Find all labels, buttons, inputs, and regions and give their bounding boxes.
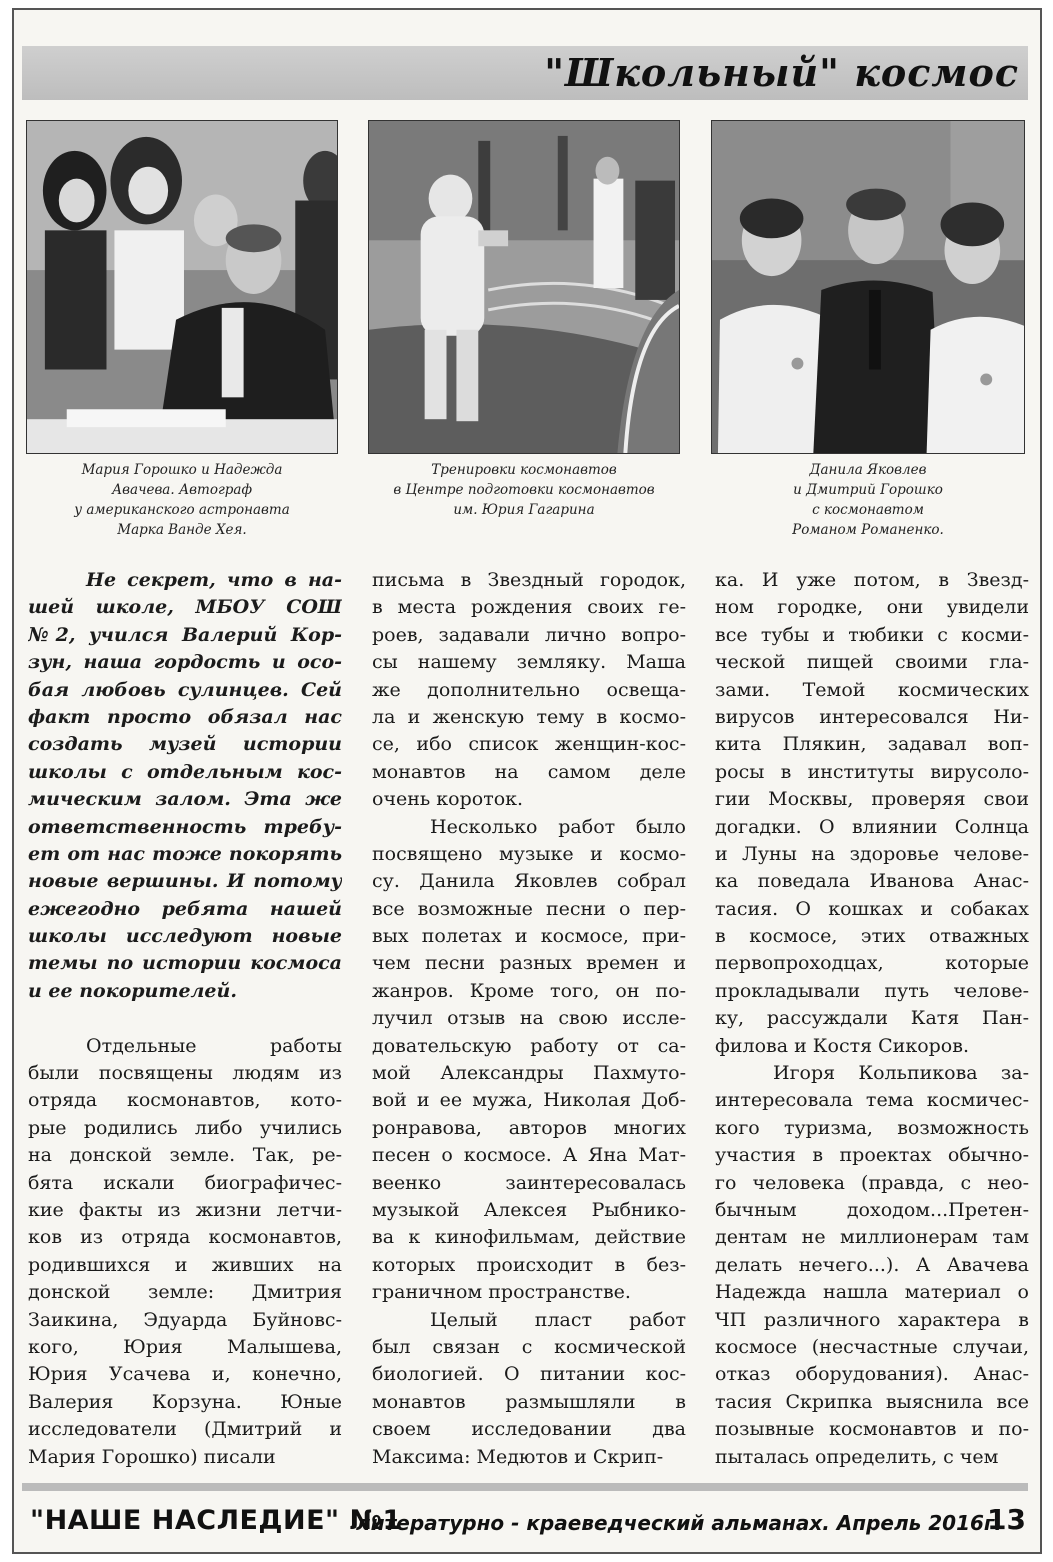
text-line: кие факты из жизни летчи- xyxy=(28,1198,342,1221)
caption-line: у американского астронавта xyxy=(74,502,290,518)
caption-line: Мария Горошко и Надежда xyxy=(81,462,283,478)
text-line: письма в Звездный городок, xyxy=(372,569,686,591)
text-line: кого, Юрия Малышева, xyxy=(28,1335,342,1358)
photo-training xyxy=(368,120,680,454)
footer-rule xyxy=(22,1483,1028,1491)
text-line: новые вершины. И потому xyxy=(28,870,342,893)
text-line: го человека (правда, с нео- xyxy=(715,1171,1029,1194)
article-paragraph xyxy=(715,1060,1029,1471)
text-line: все тубы и тюбики с косми- xyxy=(715,623,1029,646)
text-line: в космосе, этих отважных xyxy=(715,925,1029,948)
text-line: факт просто обязал нас xyxy=(28,705,342,728)
page-title: "Школьный" космос xyxy=(544,50,1019,95)
text-line: мой Александры Пахмуто- xyxy=(372,1062,686,1085)
text-line: посвящено музыке и космо- xyxy=(372,842,686,865)
text-line: Юрия Усачева и, конечно, xyxy=(28,1363,342,1386)
text-line: ронравова, авторов многих xyxy=(372,1116,686,1139)
text-line: создать музей истории xyxy=(28,733,342,756)
text-line: дентам не миллионерам там xyxy=(715,1226,1029,1249)
text-line: рые родились либо учились xyxy=(28,1116,342,1139)
text-line: пыталась определить, с чем xyxy=(715,1445,999,1468)
article-column-2 xyxy=(372,567,686,1471)
text-line: Мария Горошко) писали xyxy=(28,1445,276,1468)
text-line: чем песни разных времен и xyxy=(372,952,686,975)
text-line: Целый пласт работ xyxy=(430,1308,686,1331)
text-line: лучил отзыв на свою иссле- xyxy=(372,1007,686,1030)
text-line: ответственность требу- xyxy=(28,815,342,838)
text-line: все возможные песни о пер- xyxy=(372,897,686,920)
caption-line: Данила Яковлев xyxy=(809,462,927,478)
publication-title: "НАШЕ НАСЛЕДИЕ" №1 xyxy=(30,1505,402,1536)
text-line: ческой пищей своими гла- xyxy=(715,651,1029,674)
text-line: родившихся и живших на xyxy=(28,1253,342,1276)
text-line: ла и женскую тему в космо- xyxy=(372,705,686,728)
photo-autograph xyxy=(26,120,338,454)
text-line: граничном пространстве. xyxy=(372,1281,631,1304)
text-line: монавтов на самом деле xyxy=(372,760,686,783)
text-line: монавтов размышляли в xyxy=(372,1390,686,1413)
photo-caption-cosmonaut xyxy=(711,460,1025,540)
text-line: вой и ее мужа, Николая Доб- xyxy=(372,1089,686,1112)
text-line: школы с отдельным кос- xyxy=(28,760,342,783)
text-line: которых происходит в без- xyxy=(372,1253,686,1276)
text-line: темы по истории космоса xyxy=(28,952,342,975)
text-line: веенко заинтересовалась xyxy=(372,1171,686,1194)
text-line: прокладывали путь челове- xyxy=(715,979,1029,1002)
text-line: се, ибо список женщин-кос- xyxy=(372,733,686,756)
text-line: делать нечего...). А Авачева xyxy=(715,1253,1029,1276)
text-line: зами. Темой космических xyxy=(715,678,1029,701)
text-line: №2, учился Валерий Кор- xyxy=(28,623,342,646)
text-line: очень короток. xyxy=(372,788,524,811)
text-line: ном городке, они увидели xyxy=(715,596,1029,619)
text-line: Валерия Корзуна. Юные xyxy=(28,1390,342,1413)
caption-line: Романом Романенко. xyxy=(792,522,944,538)
text-line: были посвящены людям из xyxy=(28,1062,342,1085)
article-paragraph xyxy=(372,567,686,814)
caption-line: с космонавтом xyxy=(812,502,924,518)
caption-line: и Дмитрий Горошко xyxy=(793,482,943,498)
text-line: кита Плякин, задавал воп- xyxy=(715,733,1029,756)
article-paragraph xyxy=(372,1307,686,1471)
text-line: зун, наша гордость и осо- xyxy=(28,651,342,674)
page-number: 13 xyxy=(987,1503,1026,1536)
text-line: ка. И уже потом, в Звезд- xyxy=(715,569,1029,591)
text-line: жанров. Кроме того, он по- xyxy=(372,979,686,1002)
text-line: Несколько работ было xyxy=(430,815,686,838)
text-line: Отдельные работы xyxy=(86,1034,342,1057)
text-line: на донской земле. Так, ре- xyxy=(28,1144,342,1167)
text-line: отказ оборудования). Анас- xyxy=(715,1363,1029,1386)
text-line: Максима: Медютов и Скрип- xyxy=(372,1445,664,1468)
text-line: мическим залом. Эта же xyxy=(28,788,342,811)
text-line: биологией. О питании кос- xyxy=(372,1363,686,1386)
article-intro xyxy=(28,567,342,1005)
text-line: ва к кинофильмам, действие xyxy=(372,1226,686,1249)
caption-line: Тренировки космонавтов xyxy=(431,462,617,478)
photo-cosmonaut-meeting xyxy=(711,120,1025,454)
text-line: же дополнительно освеща- xyxy=(372,678,686,701)
photo-caption-training xyxy=(368,460,680,520)
text-line: и Луны на здоровье челове- xyxy=(715,842,1029,865)
text-line: участия в проектах обычно- xyxy=(715,1144,1029,1167)
text-line: роев, задавали лично вопро- xyxy=(372,623,686,646)
text-line: в места рождения своих ге- xyxy=(372,596,686,619)
text-line: ков из отряда космонавтов, xyxy=(28,1226,342,1249)
caption-line: им. Юрия Гагарина xyxy=(453,502,595,518)
text-line: ЧП различного характера в xyxy=(715,1308,1029,1331)
text-line: филова и Костя Сикоров. xyxy=(715,1034,969,1057)
text-line: исследователи (Дмитрий и xyxy=(28,1418,342,1441)
text-line: музыкой Алексея Рыбнико- xyxy=(372,1198,686,1221)
page-footer xyxy=(30,1503,1030,1543)
text-line: вирусов интересовался Ни- xyxy=(715,705,1029,728)
text-line: догадки. О влиянии Солнца xyxy=(715,815,1029,838)
text-line: отряда космонавтов, кото- xyxy=(28,1089,342,1112)
text-line: донской земле: Дмитрия xyxy=(28,1281,342,1304)
text-line: космосе (несчастные случаи, xyxy=(715,1335,1029,1358)
text-line: Заикина, Эдуарда Буйновс- xyxy=(28,1308,342,1331)
text-line: был связан с космической xyxy=(372,1335,686,1358)
article-column-1 xyxy=(28,567,342,1471)
text-line: кого туризма, возможность xyxy=(715,1116,1029,1139)
text-line: первопроходцах, которые xyxy=(715,952,1029,975)
text-line: шей школе, МБОУ СОШ xyxy=(28,596,342,619)
article-paragraph xyxy=(28,1033,342,1471)
publication-subtitle: литературно - краеведческий альманах. Апрель 2016г. xyxy=(356,1511,1002,1535)
text-line: вых полетах и космосе, при- xyxy=(372,925,686,948)
text-line: росы в институты вирусоло- xyxy=(715,760,1029,783)
text-line: ет от нас тоже покорять xyxy=(28,842,342,865)
text-line: ку, рассуждали Катя Пан- xyxy=(715,1007,1029,1030)
text-line: позывные космонавтов и по- xyxy=(715,1418,1029,1441)
caption-line: Марка Ванде Хея. xyxy=(117,522,247,538)
article-column-3 xyxy=(715,567,1029,1471)
text-line: сы нашему земляку. Маша xyxy=(372,651,686,674)
text-line: гии Москвы, проверяя свои xyxy=(715,788,1029,811)
text-line: тасия. О кошках и собаках xyxy=(715,897,1029,920)
text-line: бычным доходом...Претен- xyxy=(715,1198,1029,1221)
text-line: школы исследуют новые xyxy=(28,925,342,948)
caption-line: Авачева. Автограф xyxy=(111,482,253,498)
text-line: довательскую работу от са- xyxy=(372,1034,686,1057)
text-line: бая любовь сулинцев. Сей xyxy=(28,678,342,701)
photo-caption-autograph xyxy=(26,460,338,540)
text-line: Игоря Кольпикова за- xyxy=(773,1062,1029,1085)
text-line: су. Данила Яковлев собрал xyxy=(372,870,686,893)
text-line: тасия Скрипка выяснила все xyxy=(715,1390,1029,1413)
text-line: интересовала тема космичес- xyxy=(715,1089,1029,1112)
article-paragraph xyxy=(372,814,686,1307)
text-line: ежегодно ребята нашей xyxy=(28,897,342,920)
caption-line: в Центре подготовки космонавтов xyxy=(393,482,655,498)
text-line: своем исследовании два xyxy=(372,1418,686,1441)
text-line: Не секрет, что в на- xyxy=(86,569,342,591)
article-paragraph xyxy=(715,567,1029,1060)
text-line: песен о космосе. А Яна Мат- xyxy=(372,1144,686,1167)
text-line: бята искали биографичес- xyxy=(28,1171,342,1194)
text-line: Надежда нашла материал о xyxy=(715,1281,1029,1304)
text-line: ка поведала Иванова Анас- xyxy=(715,870,1029,893)
text-line: и ее покорителей. xyxy=(28,979,237,1002)
